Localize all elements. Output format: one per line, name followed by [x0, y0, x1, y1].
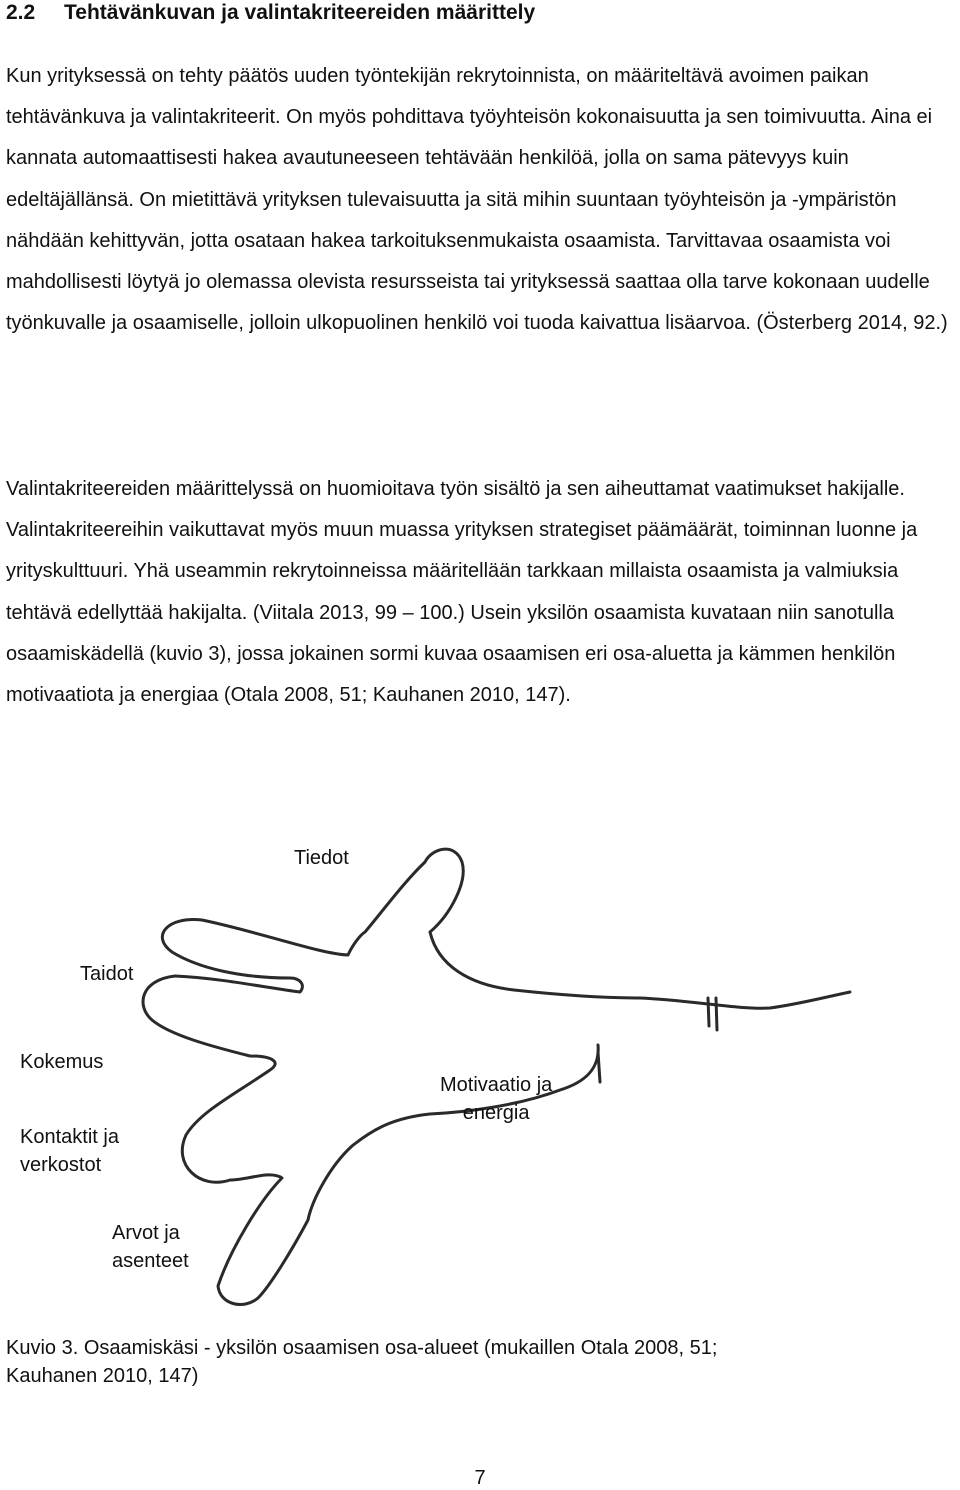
figure-caption-line1: Kuvio 3. Osaamiskäsi - yksilön osaamisen osa-alueet (mukaillen Otala 2008, 51; — [6, 1337, 718, 1359]
label-kontaktit-line1: Kontaktit ja — [20, 1126, 119, 1148]
figure-caption — [6, 1334, 954, 1390]
crease-mark-2 — [716, 998, 717, 1030]
label-tiedot: Tiedot — [294, 847, 349, 869]
label-kontaktit-line2: verkostot — [20, 1154, 102, 1176]
label-kontaktit — [20, 1123, 119, 1179]
label-motivaatio-line1: Motivaatio ja — [440, 1074, 553, 1096]
figure-caption-line2: Kauhanen 2010, 147) — [6, 1365, 199, 1387]
label-arvot — [112, 1219, 189, 1275]
section-number: 2.2 — [6, 1, 36, 24]
label-arvot-line2: asenteet — [112, 1250, 189, 1272]
section-heading — [6, 0, 535, 26]
label-kokemus: Kokemus — [20, 1051, 104, 1073]
competence-hand-figure — [0, 820, 960, 1320]
page-number: 7 — [474, 1467, 486, 1489]
label-arvot-line1: Arvot ja — [112, 1222, 180, 1244]
section-title: Tehtävänkuvan ja valintakriteereiden määrittely — [64, 1, 536, 24]
body-paragraph-2: Valintakriteereiden määrittelyssä on huomioitava työn sisältö ja sen aiheuttamat vaatimukset hakijalle. Valintakriteereihin vaikuttavat myös muun muassa yrityksen strategiset päämäärät, toiminnan luonne ja yrityskulttuuri. Yhä useammin rekrytoinneissa määritellään tarkkaan millaista osaamista ja valmiuksia tehtävä edellyttää hakijalta. (Viitala 2013, 99 – 100.) Usein yksilön osaamista kuvataan niin sanotulla osaamiskädellä (kuvio 3), jossa jokainen sormi kuvaa osaamisen eri osa-aluetta ja kämmen henkilön motivaatiota ja energiaa (Otala 2008, 51; Kauhanen 2010, 147). — [6, 478, 918, 707]
label-motivaatio-line2: energia — [462, 1102, 530, 1124]
crease-mark-3 — [598, 1052, 600, 1082]
body-paragraph-1: Kun yrityksessä on tehty päätös uuden työntekijän rekrytoinnista, on määriteltävä avoimen paikan tehtävänkuva ja valintakriteerit. On myös pohdittava työyhteisön kokonaisuutta ja sen toimivuutta. Aina ei kannata automaattisesti hakea avautuneeseen tehtävään henkilöä, jolla on sama pätevyys kuin edeltäjällänsä. On mietittävä yrityksen tulevaisuutta ja sitä mihin suuntaan työyhteisön ja -ympäristön nähdään kehittyvän, jotta osataan hakea tarkoituksenmukaista osaamista. Tarvittavaa osaamista voi mahdollisesti löytyä jo olemassa olevista resursseista tai yrityksessä saattaa olla tarve kokonaan uudelle työnkuvalle ja osaamiselle, jolloin ulkopuolinen henkilö voi tuoda kaivattua lisäarvoa. (Österberg 2014, 92.) — [6, 65, 948, 335]
crease-mark-1 — [708, 998, 709, 1026]
label-motivaatio — [440, 1071, 552, 1127]
label-taidot: Taidot — [80, 963, 134, 985]
